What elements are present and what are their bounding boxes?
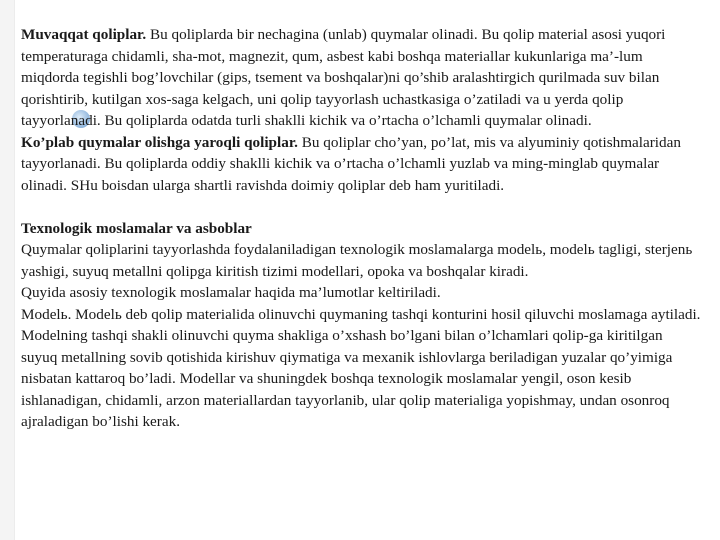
heading-temporary-molds: Muvaqqat qoliplar. [21, 26, 147, 43]
document-body [21, 24, 701, 433]
paragraph-tools-list: Quymalar qoliplarini tayyorlashda foydalaniladigan texnologik moslamalarga modelь, modelь tagligi, sterjenь yashigi, suyuq metallni qolipga kiritish tizimi modellari, opoka va boshqalar kiradi. [21, 241, 693, 280]
paragraph-intro: Quyida asosiy texnologik moslamalar haqida ma’lumotlar keltiriladi. [21, 284, 441, 301]
paragraph-permanent-molds [21, 132, 701, 197]
paragraph-temporary-molds [21, 24, 701, 132]
paragraph-model: Modelь. Modelь deb qolip materialida olinuvchi quymaning tashqi konturini hosil qiluvchi moslamaga aytiladi. Modelning tashqi shakli olinuvchi quyma shakliga o’xshash bo’lgani bilan o’lchamlari qolip-ga kiritilgan suyuq metallning sovib qotishida kirishuv qiymatiga va mexanik ishlovlarga beriladigan yuzalar qo’yimiga nisbatan kattaroq bo’ladi. Modellar va shuningdek boshqa texnologik moslamalar yengil, oson kesib ishlanadigan, chidamli, arzon materiallardan tayyorlanib, ular qolip materialiga yopishmay, undan osonroq ajraladigan bo’lishi kerak. [21, 305, 701, 430]
text-permanent-molds: Bu qoliplar cho’yan, po’lat, mis va alyuminiy qotishmalaridan tayyorlanadi. Bu qoliplarda oddiy shaklli kichik va o’rtacha o’lchamli yuzlab va ming-minglab quymalar olinadi. SHu boisdan ularga shartli ravishda doimiy qoliplar deb ham yuritiladi. [21, 133, 681, 194]
section-heading-tools: Texnologik moslamalar va asboblar [21, 219, 252, 237]
slide-left-border [0, 0, 15, 540]
heading-permanent-molds: Ko’plab quymalar olishga yaroqli qoliplar. [21, 133, 298, 151]
spacer [21, 196, 701, 218]
text-temporary-molds: Bu qoliplarda bir nechagina (unlab) quymalar olinadi. Bu qolip material asosi yuqori temperaturaga chidamli, sha-mot, magnezit, qum, asbest kabi boshqa materiallar kukunlariga ma’-lum miqdorda tegishli bog’lovchilar (gips, tsement va boshqalar)ni qo’shib aralashtirgich qurilmada suv bilan qorishtirib, kutilgan xos-saga kelgach, uni qolip tayyorlash uchastkasiga o’zatiladi va u yerda qolip tayyorlanadi. Bu qoliplarda odatda turli shaklli kichik va o’rtacha o’lchamli quymalar olinadi. [21, 26, 666, 129]
